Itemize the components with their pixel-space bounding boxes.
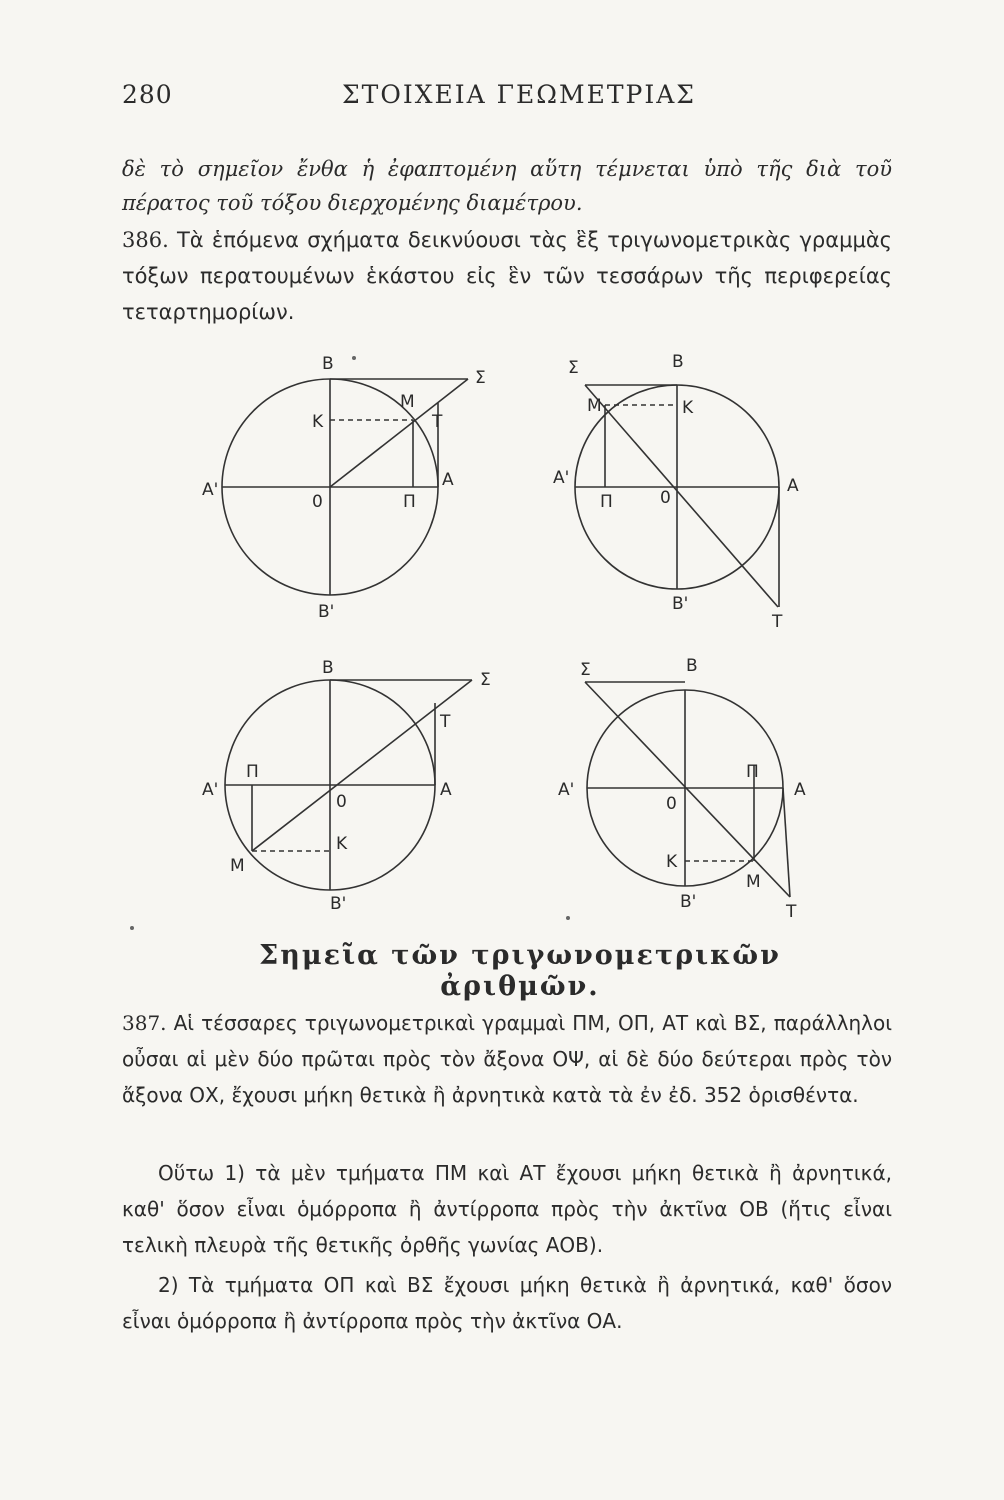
label-B: B: [322, 354, 334, 374]
label-B-prime: B': [330, 894, 347, 914]
page-header: [122, 80, 882, 120]
label-P: Π: [600, 492, 613, 512]
figure-quadrant-3-drawing: [200, 655, 500, 925]
paragraph-text: Τὰ ἑπόμενα σχήματα δεικνύουσι τὰς ἓξ τριγωνομετρικὰς γραμμὰς τόξων περατουμένων ἑκάστου εἰς ἓν τῶν τεσσάρων τῆς περιφερείας τεταρτημορίων.: [122, 228, 892, 324]
paragraph-text: Αἱ τέσσαρες τριγωνομετρικαὶ γραμμαὶ ΠΜ, ΟΠ, ΑΤ καὶ ΒΣ, παράλληλοι οὖσαι αἱ μὲν δύο πρῶται πρὸς τὸν ἄξονα ΟΨ, αἱ δὲ δύο δεύτεραι πρὸς τὸν ἄξονα ΟΧ, ἔχουσι μήκη θετικὰ ἢ ἀρνητικὰ κατὰ τὰ ἐν ἐδ. 352 ὁρισθέντα.: [122, 1011, 892, 1107]
label-A: A: [442, 470, 454, 490]
intro-paragraph: δὲ τὸ σημεῖον ἔνθα ἡ ἐφαπτομένη αὕτη τέμνεται ὑπὸ τῆς διὰ τοῦ πέρατος τοῦ τόξου διερχομένης διαμέτρου.: [122, 157, 892, 215]
label-O: 0: [660, 488, 671, 508]
paragraph-387-point-2: 2) Τὰ τμήματα ΟΠ καὶ ΒΣ ἔχουσι μήκη θετικὰ ἢ ἀρνητικά, καθ' ὅσον εἶναι ὁμόρροπα ἢ ἀντίρροπα πρὸς τὴν ἀκτῖνα ΟΑ.: [122, 1273, 892, 1333]
label-P: Π: [246, 762, 259, 782]
label-S: Σ: [568, 358, 579, 378]
figure-quadrant-2-drawing: [550, 345, 830, 635]
label-T: T: [432, 412, 443, 432]
diameter-through-m: [585, 385, 778, 607]
diameter-through-m: [585, 682, 790, 897]
label-A: A: [787, 476, 799, 496]
label-P: Π: [403, 492, 416, 512]
print-speck: [566, 916, 570, 920]
label-B: B: [686, 656, 698, 676]
label-K: K: [336, 834, 348, 854]
label-B-prime: B': [680, 892, 697, 912]
print-speck: [130, 926, 134, 930]
paragraph-number: 386.: [122, 228, 169, 252]
label-M: M: [400, 392, 415, 412]
label-A-prime: A': [202, 780, 219, 800]
page-number: 280: [122, 80, 173, 109]
label-O: 0: [336, 792, 347, 812]
label-B: B: [672, 352, 684, 372]
paragraph-387: [122, 1005, 892, 1113]
running-title: ΣΤΟΙΧΕΙΑ ΓΕΩΜΕΤΡΙΑΣ: [342, 80, 696, 109]
section-heading: Σημεῖα τῶν τριγωνομετρικῶν ἀριθμῶν.: [259, 940, 781, 1002]
print-speck: [352, 356, 356, 360]
label-T: T: [772, 612, 783, 632]
figure-quadrant-3: [200, 655, 500, 929]
figure-quadrant-1: [200, 345, 500, 639]
label-A-prime: A': [202, 480, 219, 500]
label-B-prime: B': [318, 602, 335, 622]
label-A: A: [440, 780, 452, 800]
label-T: T: [786, 902, 797, 922]
label-S: Σ: [480, 670, 491, 690]
label-T: T: [440, 712, 451, 732]
label-O: 0: [666, 794, 677, 814]
label-S: Σ: [475, 368, 486, 388]
label-K: K: [312, 412, 324, 432]
figure-quadrant-4: [550, 655, 830, 929]
label-S: Σ: [580, 660, 591, 680]
label-A: A: [794, 780, 806, 800]
label-K: K: [666, 852, 678, 872]
label-B: B: [322, 658, 334, 678]
figure-quadrant-2: [550, 345, 830, 639]
label-A-prime: A': [553, 468, 570, 488]
paragraph-number: 387.: [122, 1011, 167, 1035]
diameter-through-m: [252, 680, 472, 851]
label-P: Π: [746, 762, 759, 782]
label-M: M: [587, 396, 602, 416]
label-A-prime: A': [558, 780, 575, 800]
label-B-prime: B': [672, 594, 689, 614]
paragraph-387-point-1: Οὕτω 1) τὰ μὲν τμήματα ΠΜ καὶ ΑΤ ἔχουσι μήκη θετικὰ ἢ ἀρνητικά, καθ' ὅσον εἶναι ὁμόρροπα ἢ ἀντίρροπα πρὸς τὴν ἀκτῖνα ΟΒ (ἥτις εἶναι τελικὴ πλευρὰ τῆς θετικῆς ὀρθῆς γωνίας ΑΟΒ).: [122, 1161, 892, 1257]
label-M: M: [746, 872, 761, 892]
figure-quadrant-1-drawing: [200, 345, 500, 635]
figure-quadrant-4-drawing: [550, 655, 830, 925]
label-K: K: [682, 398, 694, 418]
paragraph-386: [122, 222, 892, 330]
label-M: M: [230, 856, 245, 876]
label-O: 0: [312, 492, 323, 512]
tangent-line: [783, 788, 790, 897]
